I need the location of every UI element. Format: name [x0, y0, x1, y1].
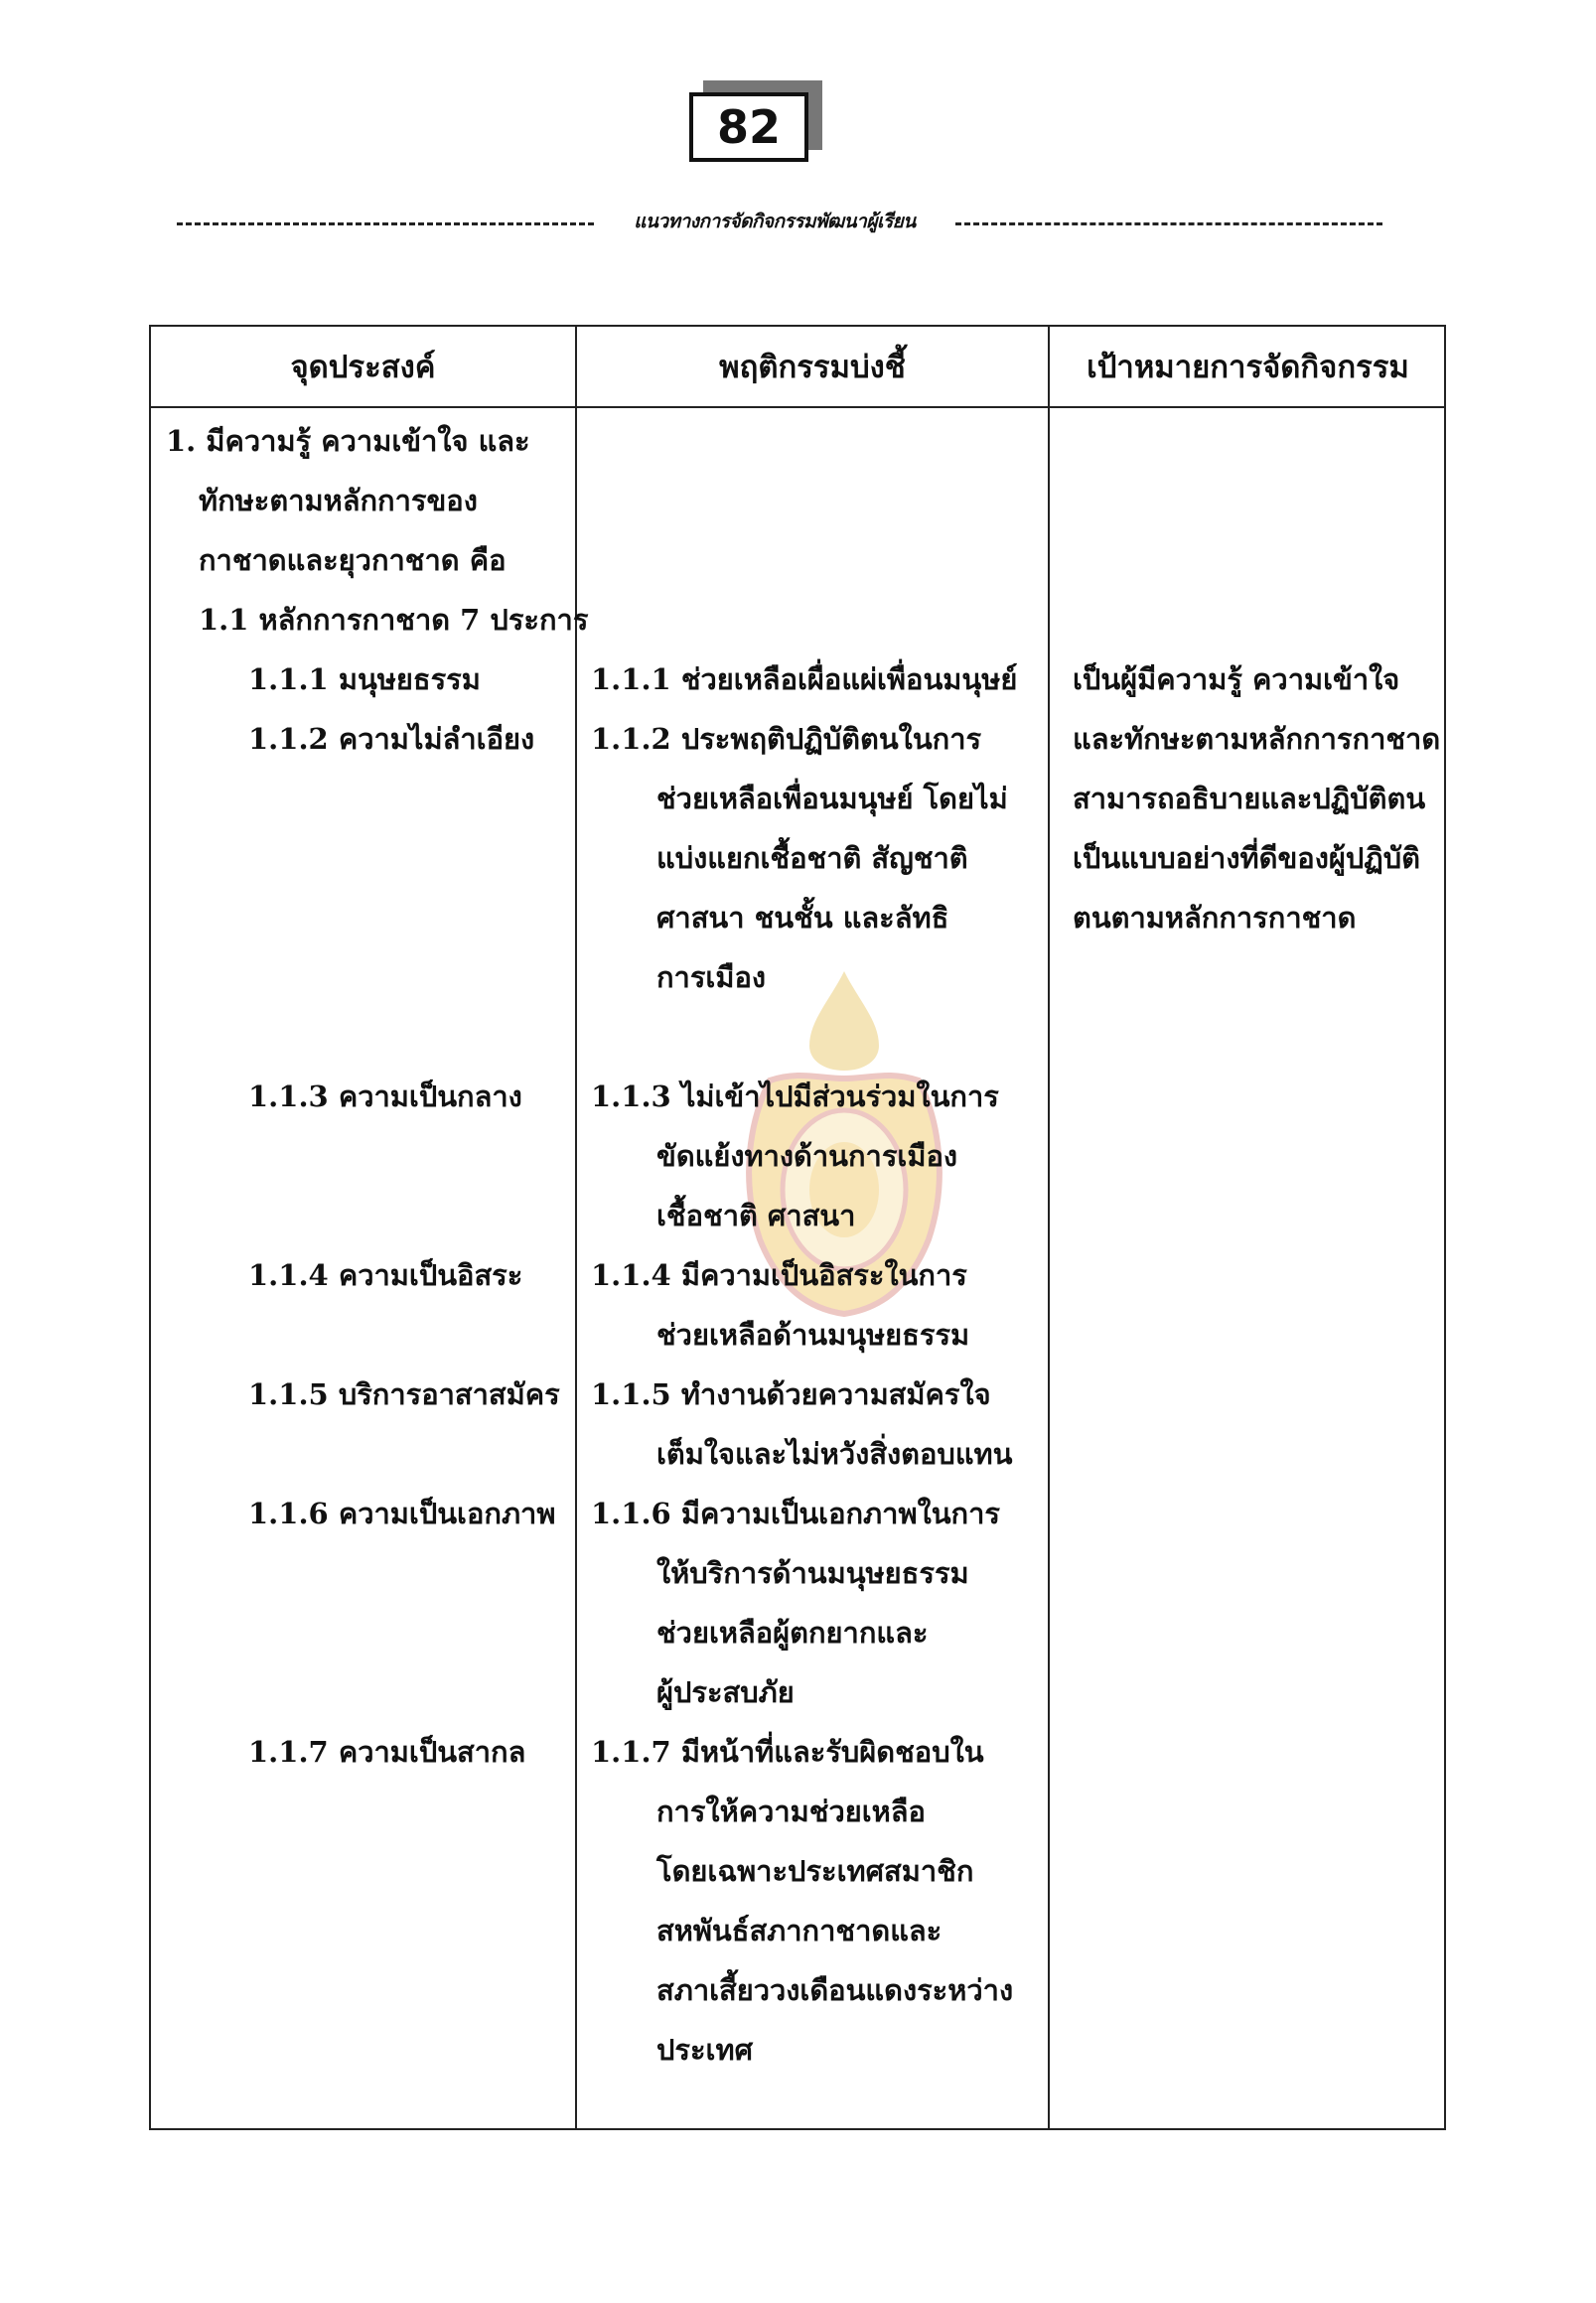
indicator-line: การให้ความช่วยเหลือ	[656, 1795, 926, 1828]
header-row-divider	[151, 406, 1444, 408]
indicator-line: สภาเสี้ยววงเดือนแดงระหว่าง	[656, 1973, 1014, 2007]
indicator-line: 1.1.5 ทำงานด้วยความสมัครใจ	[591, 1377, 991, 1411]
indicator-line: ประเทศ	[656, 2033, 753, 2067]
indicator-line: แบ่งแยกเชื้อชาติ สัญชาติ	[656, 841, 968, 875]
objective-item-5: 1.1.5 บริการอาสาสมัคร	[248, 1377, 560, 1411]
goal-line: ตนตามหลักการกาชาด	[1073, 901, 1357, 935]
objective-intro-line: ทักษะตามหลักการของ	[199, 484, 478, 517]
indicator-line: สหพันธ์สภากาชาดและ	[656, 1914, 943, 1947]
objective-item-7: 1.1.7 ความเป็นสากล	[248, 1735, 526, 1769]
goal-line: และทักษะตามหลักการกาชาด	[1073, 722, 1441, 756]
indicator-line: ขัดแย้งทางด้านการเมือง	[656, 1139, 958, 1173]
objective-intro-line: กาชาดและยุวกาชาด คือ	[199, 543, 507, 577]
indicator-line: 1.1.3 ไม่เข้าไปมีส่วนร่วมในการ	[591, 1080, 999, 1113]
objective-intro-line: 1. มีความรู้ ความเข้าใจ และ	[166, 424, 530, 458]
indicator-line: 1.1.2 ประพฤติปฏิบัติตนในการ	[591, 722, 982, 756]
indicator-line: ช่วยเหลือผู้ตกยากและ	[656, 1616, 929, 1650]
indicator-line: ให้บริการด้านมนุษยธรรม	[656, 1556, 969, 1590]
goal-line: สามารถอธิบายและปฏิบัติตน	[1073, 782, 1426, 815]
objectives-table	[149, 325, 1446, 2130]
indicator-line: เต็มใจและไม่หวังสิ่งตอบแทน	[656, 1437, 1013, 1471]
goal-line: เป็นแบบอย่างที่ดีของผู้ปฏิบัติ	[1073, 841, 1420, 875]
goal-column	[1073, 649, 1440, 947]
indicator-line: 1.1.1 ช่วยเหลือเผื่อแผ่เพื่อนมนุษย์	[591, 662, 1018, 696]
header-rule-left	[177, 213, 594, 234]
indicator-line: เชื้อชาติ ศาสนา	[656, 1199, 856, 1232]
indicator-line: ช่วยเหลือเพื่อนมนุษย์ โดยไม่	[656, 782, 1008, 815]
principle-heading: 1.1 หลักการกาชาด 7 ประการ	[199, 603, 589, 637]
column-header-objective: จุดประสงค์	[290, 350, 436, 385]
indicator-column	[591, 649, 1017, 2080]
column-header-goal: เป้าหมายการจัดกิจกรรม	[1087, 350, 1409, 385]
indicator-line: ศาสนา ชนชั้น และลัทธิ	[656, 901, 949, 935]
objective-item-3: 1.1.3 ความเป็นกลาง	[248, 1080, 522, 1113]
goal-line: เป็นผู้มีความรู้ ความเข้าใจ	[1073, 662, 1400, 696]
indicator-line: 1.1.6 มีความเป็นเอกภาพในการ	[591, 1497, 1000, 1530]
indicator-line: 1.1.4 มีความเป็นอิสระในการ	[591, 1258, 967, 1292]
indicator-line: ช่วยเหลือด้านมนุษยธรรม	[656, 1318, 970, 1352]
indicator-line: การเมือง	[656, 960, 767, 994]
objective-item-2: 1.1.2 ความไม่ลำเอียง	[248, 722, 535, 756]
header-rule-right	[955, 213, 1382, 234]
column-header-indicator: พฤติกรรมบ่งชี้	[719, 350, 906, 385]
indicator-line: ผู้ประสบภัย	[656, 1675, 795, 1709]
objective-item-6: 1.1.6 ความเป็นเอกภาพ	[248, 1497, 556, 1530]
objective-item-1: 1.1.1 มนุษยธรรม	[248, 662, 481, 696]
page-number-box	[689, 92, 808, 162]
indicator-line: 1.1.7 มีหน้าที่และรับผิดชอบใน	[591, 1735, 984, 1769]
indicator-line: โดยเฉพาะประเทศสมาชิก	[656, 1854, 974, 1888]
header-title: แนวทางการจัดกิจกรรมพัฒนาผู้เรียน	[634, 211, 916, 232]
column-divider-2	[1048, 327, 1050, 2128]
page-number: 82	[716, 100, 781, 154]
objective-column	[166, 411, 588, 1782]
objective-item-4: 1.1.4 ความเป็นอิสระ	[248, 1258, 523, 1292]
